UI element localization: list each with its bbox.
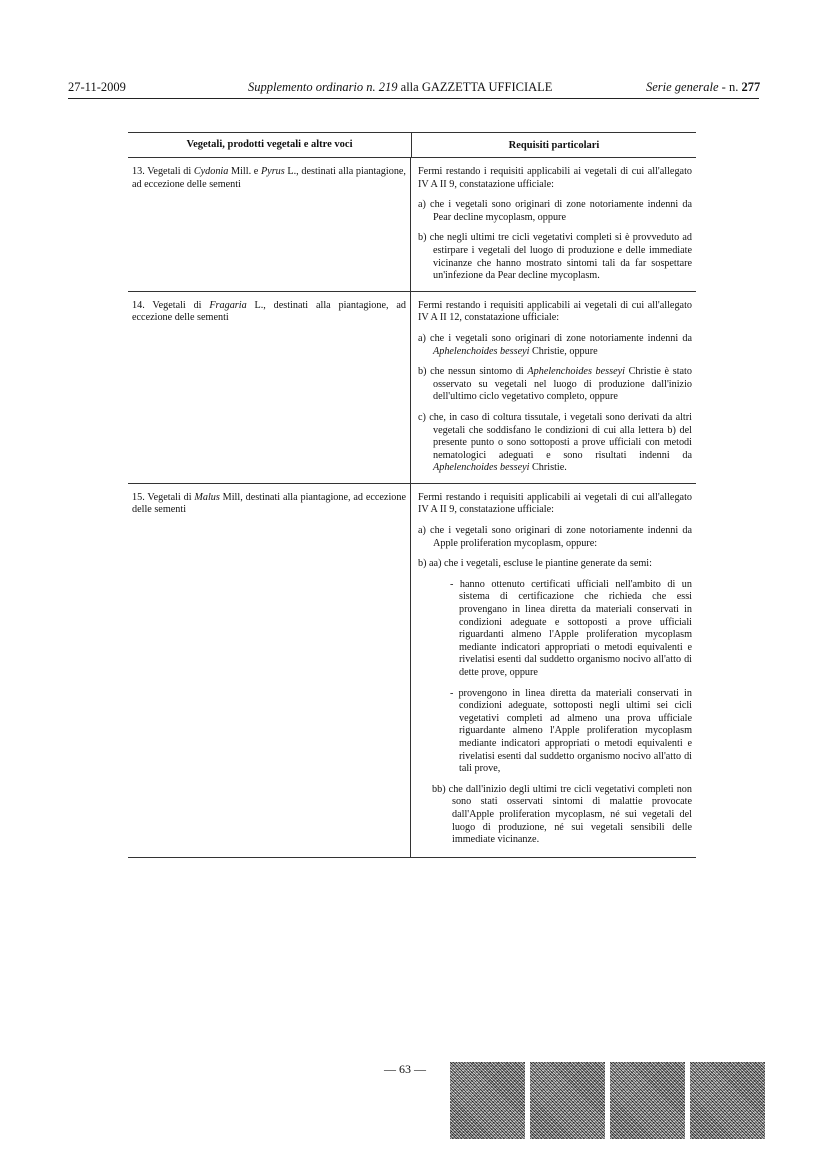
barcode-pattern-1 <box>450 1062 525 1139</box>
row15-dash-1: - hanno ottenuto certificati ufficiali nell'ambito di un sistema di certificazione che richieda che essi provengano in linea diretta da materiali conservati in condizioni adeguate e sottoposti a prove ufficiali riguardanti almeno l'Apple proliferation mycoplasm mediante indicatori appropriati o metodi equivalenti e rivelatisi esenti dal suddetto organismo nocivo all'atto di dette prove, oppure <box>450 578 692 678</box>
row14-b-text-2: Christie è stato osservato su vegetali nel luogo di produzione dall'inizio dell'ultimo ciclo vegetativo completo, oppure <box>433 366 692 403</box>
header-number: 277 <box>741 80 761 94</box>
row13-text-2: Mill. e <box>228 166 261 177</box>
row15-text: 15. Vegetali di <box>132 491 195 503</box>
table-row-13 <box>128 158 696 292</box>
row14-c-species: Aphelenchoides besseyi <box>433 462 530 474</box>
barcode-pattern-2 <box>530 1062 605 1139</box>
row13-text-3: L., destinati alla piantagione, ad eccezione delle sementi <box>132 166 406 190</box>
table-header-col2: Requisiti particolari <box>508 139 600 151</box>
row14-intro: Fermi restando i requisiti applicabili ai vegetali di cui all'allegato IV A II 12, constatazione ufficiale: <box>418 299 692 324</box>
row14-text: 14. Vegetali di <box>132 299 210 311</box>
row13-intro: Fermi restando i requisiti applicabili ai vegetali di cui all'allegato IV A II 9, constatazione ufficiale: <box>418 166 692 190</box>
header-number-prefix: - n. <box>718 80 742 94</box>
header-series-label: Serie generale <box>646 80 719 94</box>
row14-item-a <box>418 333 692 358</box>
row14-c-text: c) che, in caso di coltura tissutale, i vegetali sono derivati da altri vegetali che soddisfano le condizioni di cui alla lettera b) del presente punto o sono sottoposti a prove ufficiali con metodi nematologici adeguati e sono risultati indenni da <box>418 411 692 461</box>
row14-requirements <box>411 292 696 483</box>
page-number: — 63 — <box>384 1062 426 1076</box>
row14-b-species: Aphelenchoides besseyi <box>527 366 625 378</box>
row14-text-2: L., destinati alla piantagione, ad eccezione delle sementi <box>132 299 406 324</box>
row13-item-a: a) che i vegetali sono originari di zone notoriamente indenni da Pear decline mycoplasm, oppure <box>418 199 692 223</box>
row13-item-b: b) che negli ultimi tre cicli vegetativi completi si è provveduto ad estirpare i vegetali del luogo di produzione e delle immediate vicinanze che hanno mostrato sintomi tali da far sospettare un'infezione da Pear decline mycoplasm. <box>418 232 692 282</box>
header-publication <box>248 80 552 95</box>
header-series <box>646 80 760 95</box>
row14-a-text-2: Christie, oppure <box>529 345 598 357</box>
row13-genus-pyrus: Pyrus <box>260 166 285 177</box>
row14-b-text: b) che nessun sintomo di <box>418 366 528 378</box>
header-gazette: alla GAZZETTA UFFICIALE <box>397 80 553 94</box>
row14-genus-fragaria: Fragaria <box>209 299 247 311</box>
row15-item-bb: bb) che dall'inizio degli ultimi tre cicli vegetativi completi non sono stati osservati sintomi di malattie provocate dall'Apple proliferation mycoplasm, né sui vegetali del luogo di produzione, né sui vegetali sensibili delle immediate vicinanze. <box>432 783 692 846</box>
table-header <box>128 133 696 158</box>
header-rule <box>68 98 759 99</box>
row13-genus-cydonia: Cydonia <box>193 166 229 177</box>
row13-plants <box>128 158 411 291</box>
row15-intro: Fermi restando i requisiti applicabili ai vegetali di cui all'allegato IV A II 9, constatazione ufficiale: <box>418 491 692 516</box>
requirements-table <box>128 132 696 858</box>
table-header-col1: Vegetali, prodotti vegetali e altre voci <box>128 133 412 157</box>
row15-plants <box>128 484 411 857</box>
row13-text: 13. Vegetali di <box>132 166 194 177</box>
barcode-pattern-4 <box>690 1062 765 1139</box>
row15-genus-malus: Malus <box>194 491 220 503</box>
row14-a-species: Aphelenchoides besseyi <box>433 345 530 357</box>
table-row-15 <box>128 484 696 858</box>
row15-requirements <box>411 484 696 857</box>
row15-dash-2: - provengono in linea diretta da materiali conservati in condizioni adeguate, sottoposti negli ultimi sei cicli vegetativi completi ad almeno una prova ufficiale riguardante almeno l'Apple proliferation mycoplasm mediante indicatori appropriati o metodi equivalenti e rivelatisi esenti dal suddetto organismo nocivo all'atto di tali prove, <box>450 687 692 775</box>
header-date: 27-11-2009 <box>68 80 126 94</box>
row15-item-a: a) che i vegetali sono originari di zone notoriamente indenni da Apple proliferation mycoplasm, oppure: <box>418 525 692 549</box>
row14-c-text-2: Christie. <box>529 462 567 474</box>
header-supplement: Supplemento ordinario n. 219 <box>248 80 398 94</box>
row14-item-c <box>418 412 692 475</box>
table-row-14 <box>128 292 696 484</box>
row15-item-b-aa: b) aa) che i vegetali, escluse le piantine generate da semi: <box>418 558 652 570</box>
row14-item-b <box>418 366 692 404</box>
row15-text-2: Mill, destinati alla piantagione, ad eccezione delle sementi <box>132 491 406 516</box>
row14-plants <box>128 292 411 483</box>
row13-requirements <box>411 158 696 291</box>
row14-a-text: a) che i vegetali sono originari di zone notoriamente indenni da <box>418 332 692 344</box>
barcode-pattern-3 <box>610 1062 685 1139</box>
